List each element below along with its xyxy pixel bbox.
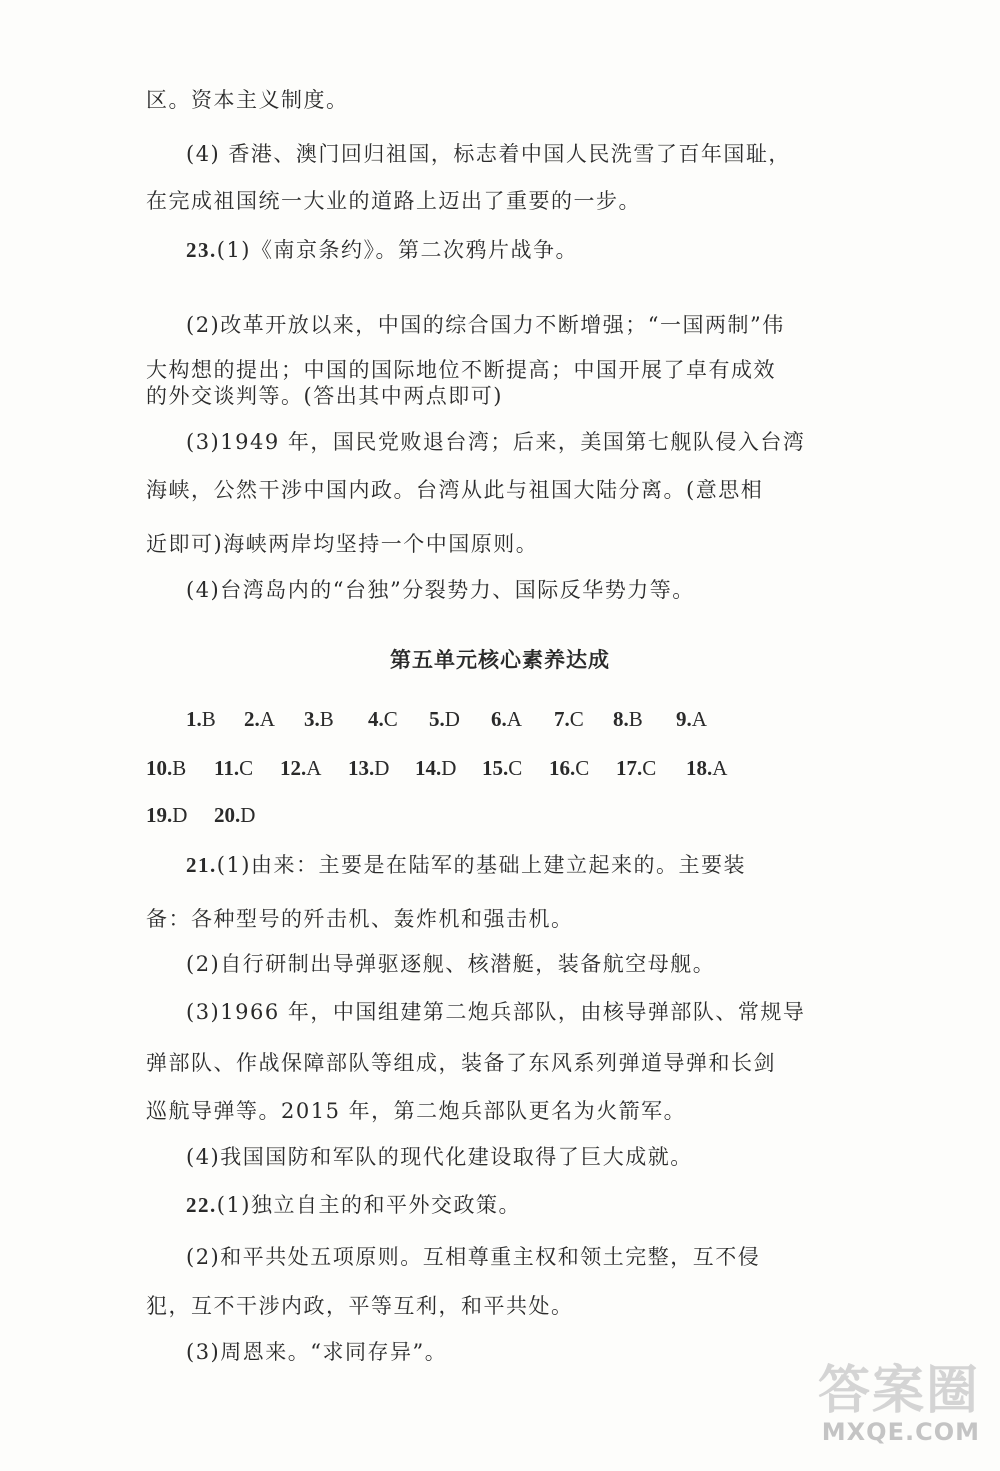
text-line: (4)台湾岛内的“台独”分裂势力、国际反华势力等。 [186,578,695,602]
answer-item: 5.D [429,707,460,731]
answer-item: 14.D [415,756,457,780]
section-heading: 第五单元核心素养达成 [390,648,610,672]
watermark-title: 答案圈 [817,1361,980,1421]
answer-item: 2.A [244,707,275,731]
answer-item: 16.C [549,756,590,780]
text-line: 近即可)海峡两岸均坚持一个中国原则。 [146,532,539,556]
text-line: (3)1966 年，中国组建第二炮兵部队，由核导弹部队、常规导 [186,1000,806,1024]
question-number: 22. [186,1193,217,1217]
answer-item: 18.A [686,756,728,780]
question-number: 21. [186,853,217,877]
text-line: (4) 香港、澳门回归祖国，标志着中国人民洗雪了百年国耻， [186,142,791,166]
answer-row-1 [146,707,746,737]
text-line: (2)改革开放以来，中国的综合国力不断增强；“一国两制”伟 [186,313,785,337]
question-number: 23. [186,238,217,262]
answer-item: 1.B [186,707,216,731]
text-line: 的外交谈判等。(答出其中两点即可) [146,384,503,408]
watermark-logo [780,1363,980,1453]
text-line: 在完成祖国统一大业的道路上迈出了重要的一步。 [146,189,641,213]
answer-item: 3.B [304,707,334,731]
answer-item: 20.D [214,803,256,827]
text-line: 巡航导弹等。2015 年，第二炮兵部队更名为火箭军。 [146,1099,687,1123]
answer-item: 11.C [214,756,254,780]
question-23-line: 23.(1)《南京条约》。第二次鸦片战争。 [186,238,578,262]
text-line: (3)周恩来。“求同存异”。 [186,1340,448,1364]
answer-item: 6.A [491,707,522,731]
text-line: (2)和平共处五项原则。互相尊重主权和领土完整，互不侵 [186,1245,761,1269]
text-line: 海峡，公然干涉中国内政。台湾从此与祖国大陆分离。(意思相 [146,478,764,502]
text-line: (2)自行研制出导弹驱逐舰、核潜艇，装备航空母舰。 [186,952,716,976]
answer-row-3 [146,803,746,833]
answer-item: 19.D [146,803,188,827]
answer-item: 8.B [613,707,643,731]
answer-row-2 [146,756,746,786]
text-line: 备：各种型号的歼击机、轰炸机和强击机。 [146,907,574,931]
answer-item: 12.A [280,756,322,780]
answer-item: 7.C [554,707,584,731]
watermark-url: MXQE.COM [821,1418,980,1446]
text-line: (3)1949 年，国民党败退台湾；后来，美国第七舰队侵入台湾 [186,430,806,454]
answer-item: 4.C [368,707,398,731]
answer-item: 9.A [676,707,707,731]
question-22-line: 22.(1)独立自主的和平外交政策。 [186,1193,521,1217]
answer-item: 17.C [616,756,657,780]
text-line: 区。资本主义制度。 [146,88,349,112]
text-line: (4)我国国防和军队的现代化建设取得了巨大成就。 [186,1145,693,1169]
answer-item: 15.C [482,756,523,780]
question-21-line: 21.(1)由来：主要是在陆军的基础上建立起来的。主要装 [186,853,746,877]
text-line: 犯，互不干涉内政，平等互利，和平共处。 [146,1294,574,1318]
answer-item: 13.D [348,756,390,780]
answer-item: 10.B [146,756,187,780]
text-line: 大构想的提出；中国的国际地位不断提高；中国开展了卓有成效 [146,358,776,382]
text-line: 弹部队、作战保障部队等组成，装备了东风系列弹道导弹和长剑 [146,1051,776,1075]
